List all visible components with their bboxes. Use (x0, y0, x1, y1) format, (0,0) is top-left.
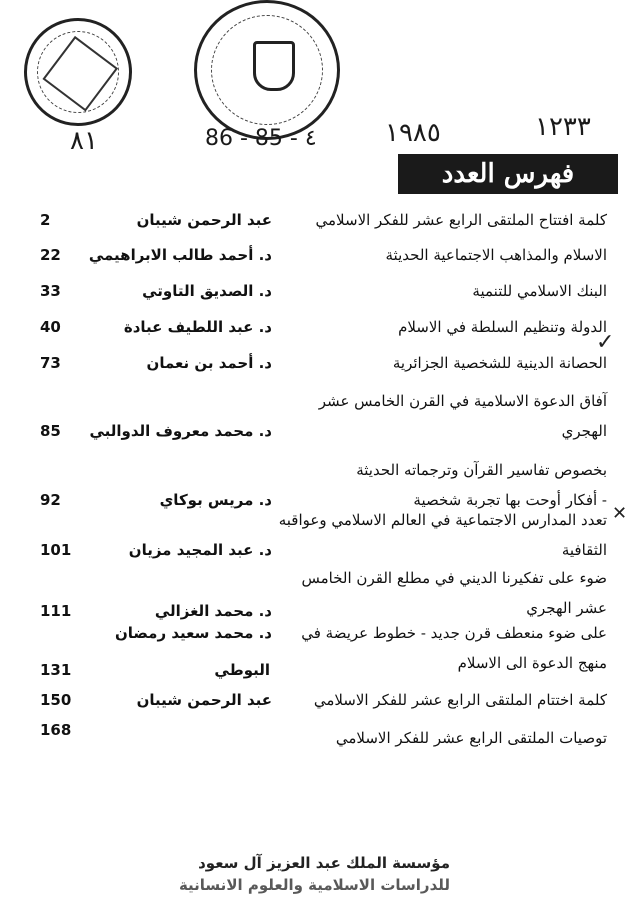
library-stamp (150, 852, 450, 896)
page-number: 92 (40, 491, 61, 509)
article-author: د. مريس بوكاي (159, 491, 272, 509)
page-number: 168 (40, 721, 72, 739)
article-title: على ضوء منعطف قرن جديد - خطوط عريضة في منهج الدعوة الى الاسلام (301, 624, 607, 672)
article-author: د. عبد المجيد مزيان (128, 541, 272, 559)
article-author: د. عبد اللطيف عبادة (123, 318, 272, 336)
article-author: د. محمد معروف الدوالبي (89, 422, 272, 440)
page-number: 131 (40, 661, 72, 679)
page-number: 40 (40, 318, 61, 336)
article-title: بخصوص تفاسير القرآن وترجماته الحديثة - أفكار أوحت بها تجربة شخصية (356, 461, 607, 509)
article-title: تعدد المدارس الاجتماعية في العالم الاسلامي وعواقبه الثقافية (278, 511, 607, 559)
page-number: 150 (40, 691, 72, 709)
handwritten-year: ١٩٨٥ (385, 118, 441, 148)
article-author: عبد الرحمن شيبان (136, 211, 272, 229)
page-number: 33 (40, 282, 61, 300)
article-title: الدولة وتنظيم السلطة في الاسلام (398, 318, 607, 336)
toc-header-title: فهرس العدد (441, 159, 575, 189)
shield-emblem-icon (253, 41, 295, 91)
article-title: كلمة اختتام الملتقى الرابع عشر للفكر الاسلامي (313, 691, 607, 709)
article-author: د. محمد الغزالي (154, 602, 272, 620)
page-number: 2 (40, 211, 51, 229)
article-author-continued: البوطي (214, 661, 270, 679)
article-author: د. أحمد طالب الابراهيمي (88, 246, 272, 264)
handwritten-number-left: ٨١ (70, 126, 98, 156)
library-stamp-line2: للدراسات الاسلامية والعلوم الانسانية (178, 876, 450, 894)
page-number: 73 (40, 354, 61, 372)
page-number: 111 (40, 602, 72, 620)
article-title: الحصانة الدينية للشخصية الجزائرية (392, 354, 607, 372)
article-title: آفاق الدعوة الاسلامية في القرن الخامس عشر الهجري (318, 392, 607, 440)
margin-checkmark-icon: ✓ (596, 330, 615, 355)
page-number: 22 (40, 246, 61, 264)
library-stamp-line1: مؤسسة الملك عبد العزيز آل سعود (198, 854, 450, 872)
circular-stamp-left (17, 11, 139, 133)
article-author: عبد الرحمن شيبان (136, 691, 272, 709)
handwritten-number-middle: 86 - 85 - ٤ (205, 126, 317, 151)
toc-header (398, 154, 618, 194)
article-title: ضوء على تفكيرنا الديني في مطلع القرن الخامس عشر الهجري (301, 569, 607, 617)
margin-cross-icon: ✕ (612, 503, 628, 524)
article-author: د. الصديق التاوتي (142, 282, 272, 300)
article-title: البنك الاسلامي للتنمية (472, 282, 607, 300)
article-author: د. أحمد بن نعمان (146, 354, 272, 372)
article-title: كلمة افتتاح الملتقى الرابع عشر للفكر الاسلامي (315, 211, 607, 229)
page-number: 85 (40, 422, 61, 440)
handwritten-ref: ١٢٣٣ (535, 112, 591, 142)
circular-stamp-right (194, 0, 340, 140)
page-number: 101 (40, 541, 72, 559)
article-author: د. محمد سعيد رمضان (114, 624, 272, 642)
article-title: الاسلام والمذاهب الاجتماعية الحديثة (385, 246, 607, 264)
article-title: توصيات الملتقى الرابع عشر للفكر الاسلامي (335, 729, 607, 747)
